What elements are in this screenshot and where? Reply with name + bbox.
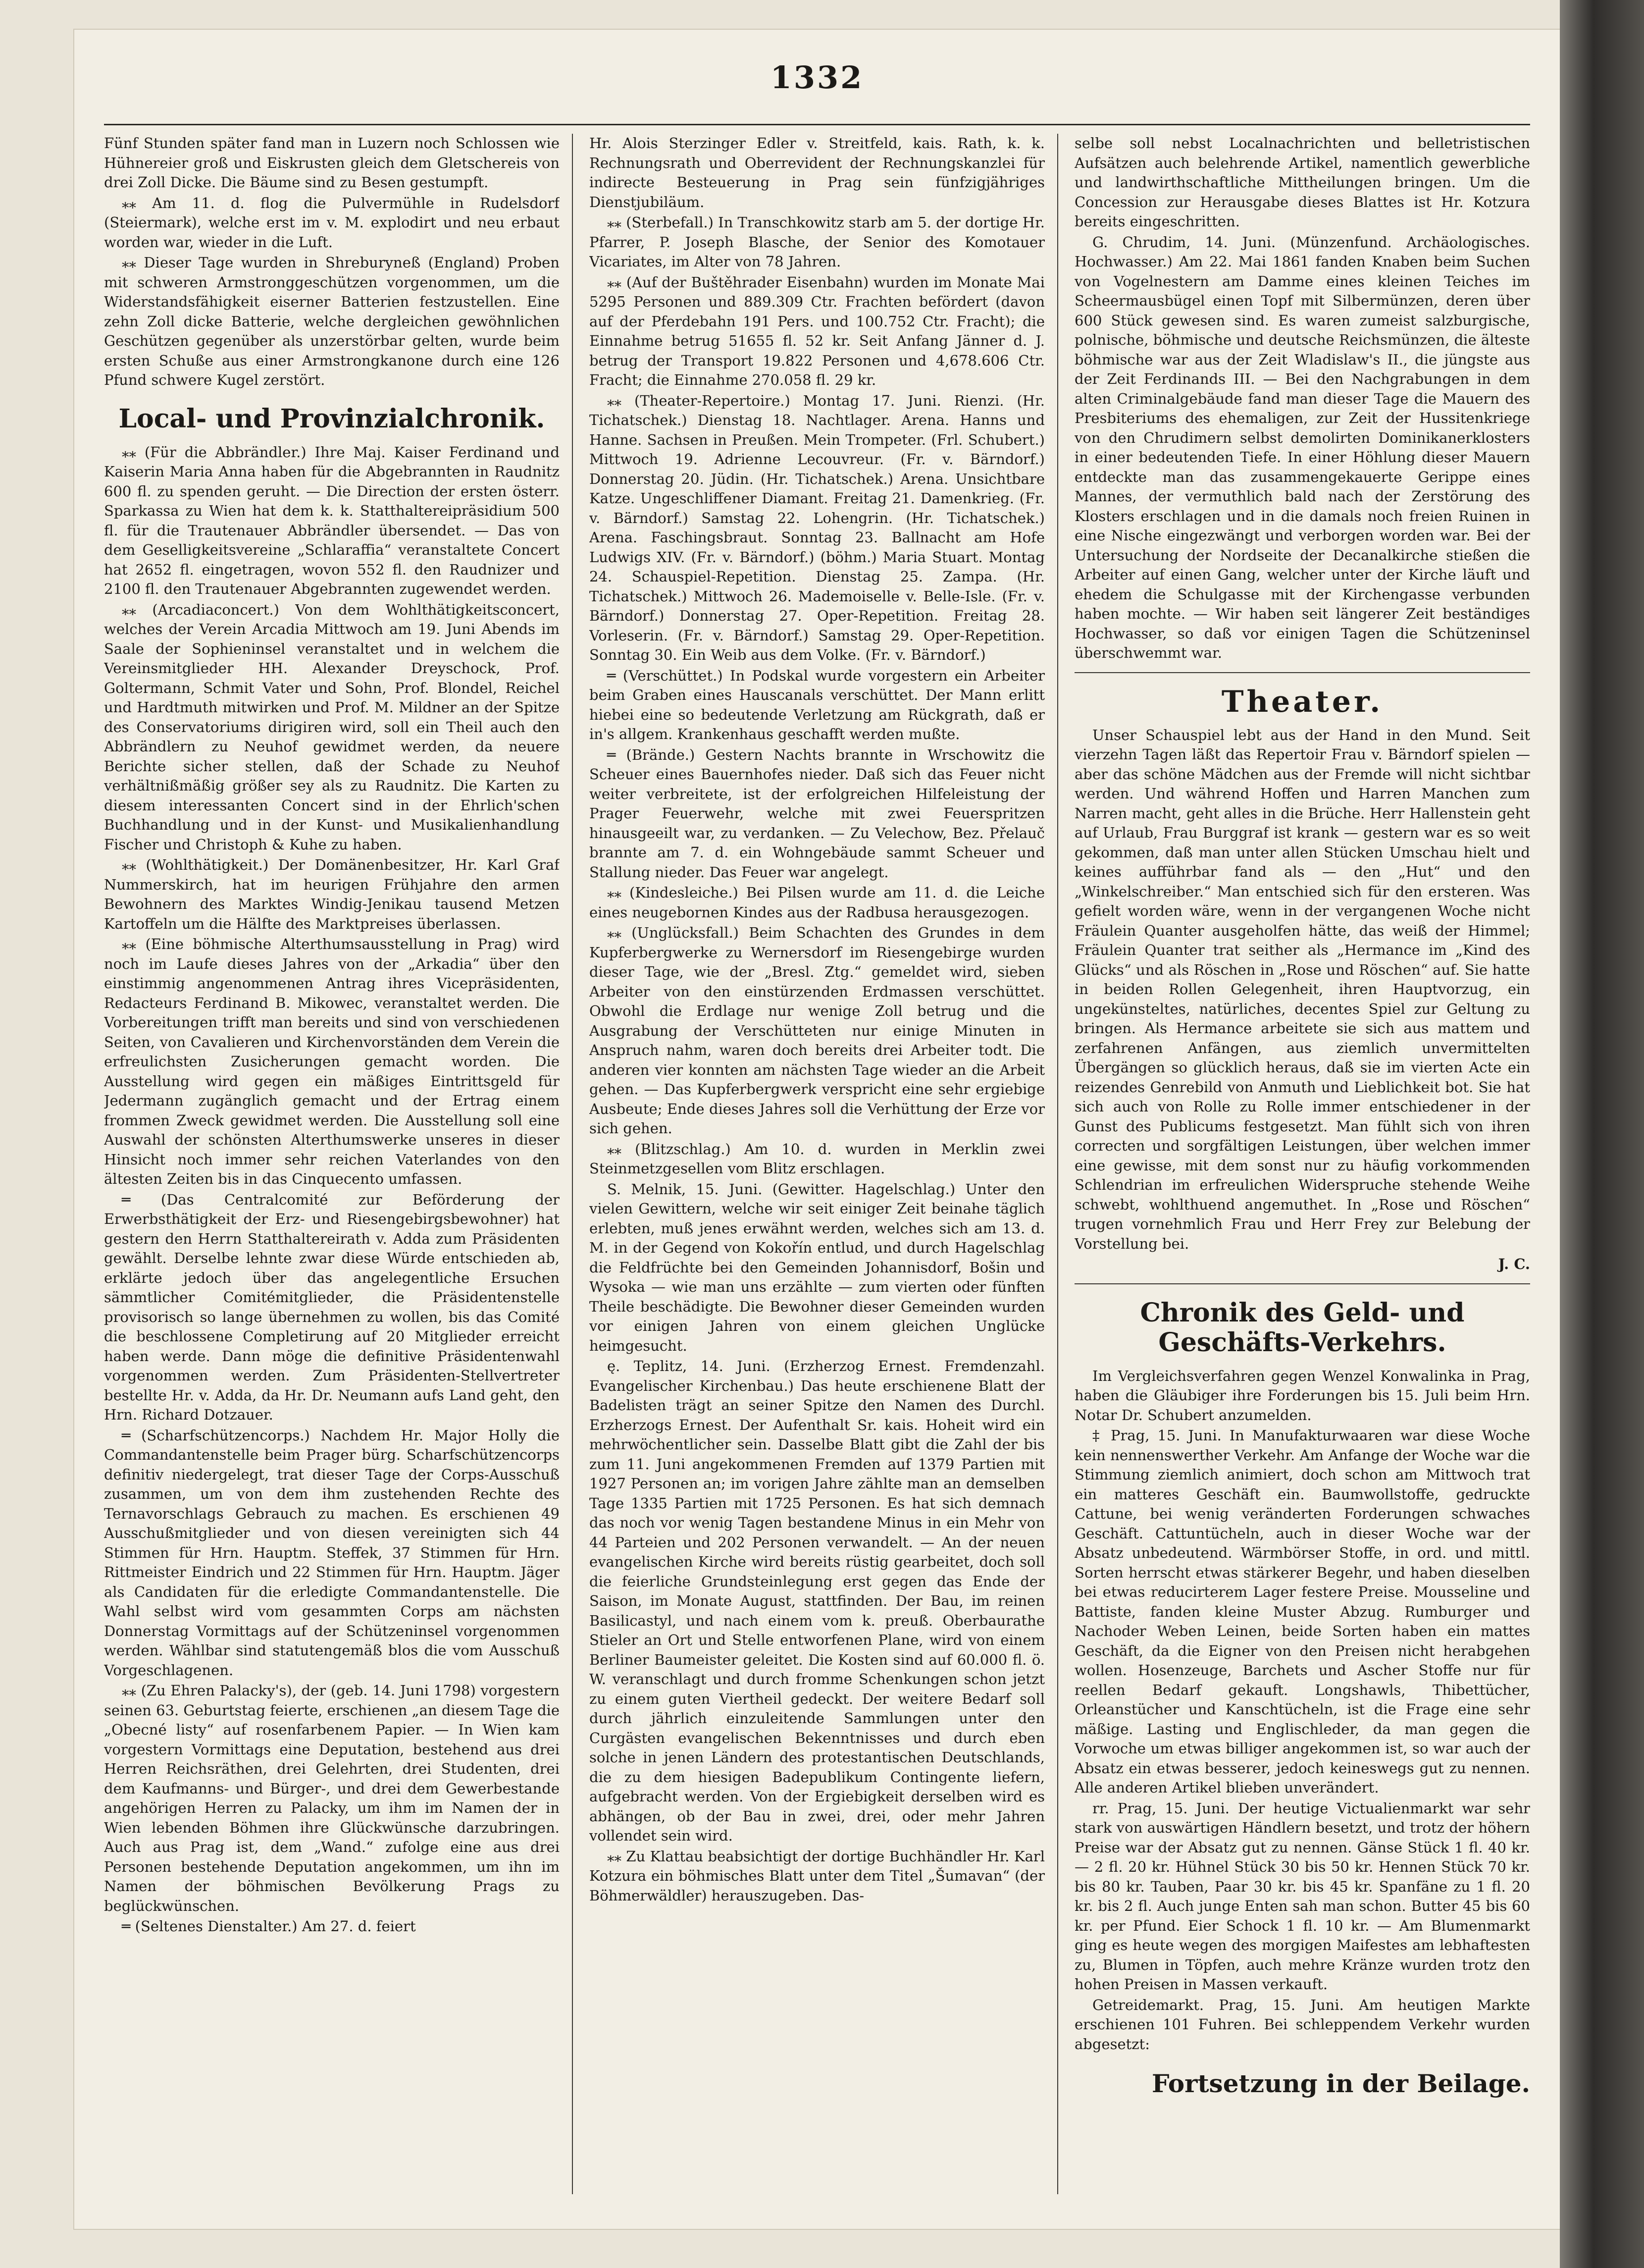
article-paragraph: ═ (Brände.) Gestern Nachts brannte in Wrschowitz die Scheuer eines Bauernhofes nieder. Daß sich das Feuer nicht weiter verbreitete, ist der erfolgreichen Hilfeleistung der Prager Feuerwehr, welche mit zwei Feuerspritzen hinausgeeilt war, zu verdanken. — Zu Velechow, Bez. Přelauč brannte am 7. d. ein Wohngebäude sammt Scheuer und Stallung nieder. Das Feuer war angelegt.: [589, 746, 1045, 881]
article-paragraph: G. Chrudim, 14. Juni. (Münzenfund. Archäologisches. Hochwasser.) Am 22. Mai 1861 fanden Knaben beim Suchen von Vogelnestern am Damme eines kleinen Teiches im Scheermausbügel einen Topf mit Silbermünzen, deren über 600 Stück gewesen sind. Es waren zumeist salzburgische, polnische, böhmische und deutsche Reichsmünzen, die älteste böhmische war aus der Zeit Wladislaw's II., die jüngste aus der Zeit Ferdinands III. — Bei den Nachgrabungen in dem alten Criminalgebäude fand man dieser Tage die Mauern des Presbiteriums des ehemaligen, zur Zeit der Hussitenkriege von den Chrudimern selbst demolirten Dominikanerklosters in einer bedeutenden Tiefe. In einer Höhlung dieser Mauern entdeckte man das zusammengekauerte Gerippe eines Mannes, der vermuthlich bald nach der Zerstörung des Klosters erschlagen und in die damals noch freien Ruinen in eine Nische eingezwängt und verborgen worden war. Bei der Untersuchung der Nordseite der Decanalkirche stießen die Arbeiter auf einen Gang, welcher unter der Kirche läuft und ehedem die Schulgasse mit der Kirchengasse verbunden haben mochte. — Wir haben seit längerer Zeit beständiges Hochwasser, so daß vor einigen Tagen die Schützeninsel überschwemmt war.: [1075, 233, 1530, 661]
section-heading-local: Local- und Provinzialchronik.: [118, 403, 545, 434]
section-heading-chronik: Chronik des Geld- und Geschäfts-Verkehrs.: [1140, 1297, 1465, 1358]
article-paragraph: ⁎⁎ Am 11. d. flog die Pulvermühle in Rudelsdorf (Steiermark), welche erst im v. M. explodirt und neu erbaut worden war, wieder in die Luft.: [104, 194, 560, 251]
article-paragraph: ⁎⁎ (Eine böhmische Alterthumsausstellung in Prag) wird noch im Laufe dieses Jahres von der „Arkadia“ über den einstimmig angenommenen Antrag ihres Vicepräsidenten, Redacteurs Ferdinand B. Mikowec, veranstaltet werden. Die Vorbereitungen trifft man bereits und sind von verschiedenen Seiten, von Cavalieren und Kirchenvorständen dem Verein die erfreulichsten Zusicherungen gemacht worden. Die Ausstellung wird gegen ein mäßiges Eintrittsgeld für Jedermann zugänglich gemacht und der Ertrag einem frommen Zweck gewidmet werden. Die Ausstellung soll eine Auswahl der schönsten Alterthumswerke unseres in dieser Hinsicht noch immer sehr reichen Vaterlandes von den ältesten Zeiten bis in das Cinquecento umfassen.: [104, 936, 560, 1187]
column-1: [104, 134, 560, 2194]
column-divider: [572, 134, 573, 2194]
binding-gutter: [1560, 0, 1644, 2268]
article-paragraph: ‡ Prag, 15. Juni. In Manufakturwaaren war diese Woche kein nennenswerther Verkehr. Am Anfange der Woche war die Stimmung ziemlich animiert, doch schon am Mittwoch trat ein matteres Geschäft ein. Baumwollstoffe, gedruckte Cattune, bei wenig veränderten Forderungen schwaches Geschäft. Cattuntücheln, auch in dieser Woche war der Absatz unbedeutend. Wärmbörser Stoffe, in ord. und mittl. Sorten herrscht etwas stärkerer Begehr, und haben dieselben bei etwas reducirterem Lager festere Preise. Mousseline und Battiste, fanden kleine Muster Abzug. Rumburger und Nachoder Weben Leinen, beide Sorten haben ein mattes Geschäft, da die Eigner von den Preisen nicht herabgehen wollen. Hosenzeuge, Barchets und Ascher Stoffe nur für reellen Bedarf gekauft. Longshawls, Thibettücher, Orleanstücher und Kanschtücheln, ist die Frage eine sehr mäßige. Lasting und Englischleder, da man gegen die Vorwoche um etwas billiger angekommen ist, so war auch der Absatz ein etwas besserer, jedoch keineswegs gut zu nennen. Alle anderen Artikel blieben unverändert.: [1075, 1427, 1530, 1796]
article-paragraph: Hr. Alois Sterzinger Edler v. Streitfeld, kais. Rath, k. k. Rechnungsrath und Oberrevident der Rechnungskanzlei für indirecte Besteuerung in Prag sein fünfzigjähriges Dienstjubiläum.: [589, 135, 1045, 211]
continued-notice: Fortsetzung in der Beilage.: [1152, 2069, 1530, 2098]
article-paragraph: Fünf Stunden später fand man in Luzern noch Schlossen wie Hühnereier groß und Eiskrusten gleich dem Gletschereis von drei Zoll Dicke. Die Bäume sind zu Besen gestumpft.: [104, 135, 560, 191]
article-paragraph: Unser Schauspiel lebt aus der Hand in den Mund. Seit vierzehn Tagen läßt das Repertoir Frau v. Bärndorf spielen — aber das schöne Mädchen aus der Fremde will nicht sichtbar werden. Und während Hoffen und Harren Manchen zum Narren macht, geht alles in die Brüche. Herr Hallenstein geht auf Urlaub, Frau Burggraf ist krank — gestern war es so weit gekommen, daß man unter allen Stücken Umschau hielt und keines aufführbar fand als — den „Hut“ und den „Winkelschreiber.“ Man entschied sich für den ersteren. Was gefielt worden wäre, wenn in der vergangenen Woche nicht Fräulein Quanter ausgeholfen hätte, das weiß der Himmel; Fräulein Quanter trat seither als „Hermance im „Kind des Glücks“ und als Röschen in „Rose und Röschen“ auf. Sie hatte in beiden Rollen Gelegenheit, ihren Hauptvorzug, ein ungekünsteltes, natürliches, decentes Spiel zur Geltung zu bringen. Als Hermance arbeitete sie sich aus mattem und zerfahrenen Anfängen, aus ziemlich unvermittelten Übergängen so glücklich heraus, daß sie im vierten Acte ein reizendes Genrebild von Anmuth und Lieblichkeit bot. Sie hat sich auch von Rolle zu Rolle immer entschiedener in der Gunst des Publicums festgesetzt. Man fühlt sich von ihren correcten und sorgfältigen Leistungen, über welchen immer eine gewisse, mit dem sonst nur zu häufig vorkommenden Schlendrian im erfreulichen Widerspruche stehende Weihe schwebt, wohlthuend angemuthet. In „Rose und Röschen“ trugen vornehmlich Frau und Herr Frey zur Belebung der Vorstellung bei.: [1075, 726, 1530, 1252]
article-paragraph: ⁎⁎ (Blitzschlag.) Am 10. d. wurden in Merklin zwei Steinmetzgesellen vom Blitz erschlagen.: [589, 1140, 1045, 1177]
top-rule: [104, 124, 1530, 125]
article-paragraph: rr. Prag, 15. Juni. Der heutige Victualienmarkt war sehr stark von auswärtigen Händlern besetzt, und trotz der höhern Preise war der Absatz gut zu nennen. Gänse Stück 1 fl. 40 kr. — 2 fl. 20 kr. Hühnel Stück 30 bis 50 kr. Hennen Stück 70 kr. bis 80 kr. Tauben, Paar 30 kr. bis 45 kr. Spanfäne zu 1 fl. 20 kr. bis 2 fl. Auch junge Enten sah man schon. Butter 45 bis 60 kr. per Pfund. Eier Schock 1 fl. 10 kr. — Am Blumenmarkt ging es heute wegen des morgigen Maifestes am lebhaftesten zu, Blumen in Töpfen, auch mehre Kränze wurden trotz den hohen Preisen in Massen verkauft.: [1075, 1799, 1530, 1993]
column-3: [1075, 134, 1530, 2194]
page-number: 1332: [770, 59, 864, 96]
article-paragraph: ⁎⁎ (Kindesleiche.) Bei Pilsen wurde am 11. d. die Leiche eines neugebornen Kindes aus der Radbusa herausgezogen.: [589, 884, 1045, 921]
article-paragraph: ⁎⁎ (Sterbefall.) In Transchkowitz starb am 5. der dortige Hr. Pfarrer, P. Joseph Blasche, der Senior des Komotauer Vicariates, im Alter von 78 Jahren.: [589, 214, 1045, 270]
article-paragraph: ⁎⁎ (Theater-Repertoire.) Montag 17. Juni. Rienzi. (Hr. Tichatschek.) Dienstag 18. Nachtlager. Arena. Hanns und Hanne. Sachsen in Preußen. Mein Trompeter. (Frl. Schubert.) Mittwoch 19. Adrienne Lecouvreur. (Fr. v. Bärndorf.) Donnerstag 20. Jüdin. (Hr. Tichatschek.) Arena. Unsichtbare Katze. Ungeschliffener Diamant. Freitag 21. Damenkrieg. (Fr. v. Bärndorf.) Samstag 22. Lohengrin. (Hr. Tichatschek.) Arena. Faschingsbraut. Sonntag 23. Ballnacht am Hofe Ludwigs XIV. (Fr. v. Bärndorf.) (böhm.) Maria Stuart. Montag 24. Schauspiel-Repetition. Dienstag 25. Zampa. (Hr. Tichatschek.) Mittwoch 26. Mademoiselle v. Belle-Isle. (Fr. v. Bärndorf.) Donnerstag 27. Oper-Repetition. Freitag 28. Vorleserin. (Fr. v. Bärndorf.) Samstag 29. Oper-Repetition. Sonntag 30. Ein Weib aus dem Volke. (Fr. v. Bärndorf.): [589, 392, 1045, 663]
article-paragraph: ═ (Verschüttet.) In Podskal wurde vorgestern ein Arbeiter beim Graben eines Hauscanals verschüttet. Der Mann erlitt hiebei eine so bedeutende Verletzung am Rückgrath, daß er in's allgem. Krankenhaus geschafft werden mußte.: [589, 667, 1045, 742]
article-paragraph: ⁎⁎ Dieser Tage wurden in Shreburyneß (England) Proben mit schweren Armstronggeschützen vorgenommen, um die Widerstandsfähigkeit eiserner Batterien festzustellen. Eine zehn Zoll dicke Batterie, welche dergleichen gewöhnlichen Geschützen gegenüber als unzerstörbar gelten, wurde beim ersten Schuße aus einer Armstrongkanone durch eine 126 Pfund schwere Kugel zerstört.: [104, 254, 560, 388]
article-paragraph: ⁎⁎ (Unglücksfall.) Beim Schachten des Grundes in dem Kupferbergwerke zu Wernersdorf im Riesengebirge wurden dieser Tage, wie der „Bresl. Ztg.“ gemeldet wird, sieben Arbeiter von den einstürzenden Erdmassen verschüttet. Obwohl die Erdlage nur wenige Zoll betrug und die Ausgrabung der Verschütteten nur einige Minuten in Anspruch nahm, waren doch bereits drei Arbeiter todt. Die anderen vier konnten am nächsten Tage wieder an die Arbeit gehen. — Das Kupferbergwerk verspricht eine sehr ergiebige Ausbeute; Ende dieses Jahres soll die Verhüttung der Erze vor sich gehen.: [589, 924, 1045, 1137]
article-paragraph: ═ (Das Centralcomité zur Beförderung der Erwerbsthätigkeit der Erz- und Riesengebirgsbewohner) hat gestern den Herrn Statthaltereirath v. Adda zum Präsidenten gewählt. Derselbe lehnte zwar diese Würde entschieden ab, erklärte jedoch über das angelegentliche Ersuchen sämmtlicher Comitémitglieder, die Präsidentenstelle provisorisch so lange übernehmen zu wollen, bis das Comité die beschlossene Completirung auf 20 Mitglieder erreicht haben werde. Dann möge die definitive Präsidentenwahl vorgenommen werden. Zum Präsidenten-Stellvertreter bestellte Hr. v. Adda, da Hr. Dr. Neumann aufs Land geht, den Hrn. Richard Dotzauer.: [104, 1191, 560, 1423]
article-paragraph: ⁎⁎ Zu Klattau beabsichtigt der dortige Buchhändler Hr. Karl Kotzura ein böhmisches Blatt unter dem Titel „Šumavan“ (der Böhmerwäldler) herauszugeben. Das-: [589, 1847, 1045, 1904]
column-divider: [1057, 134, 1058, 2194]
article-paragraph: Getreidemarkt. Prag, 15. Juni. Am heutigen Markte erschienen 101 Fuhren. Bei schleppendem Verkehr wurden abgesetzt:: [1075, 1996, 1530, 2053]
article-paragraph: selbe soll nebst Localnachrichten und belletristischen Aufsätzen auch belehrende Artikel, namentlich gewerbliche und landwirthschaftliche Mittheilungen bringen. Um die Concession zur Herausgabe dieses Blattes ist Hr. Kotzura bereits eingeschritten.: [1075, 135, 1530, 230]
section-rule: [1075, 1283, 1530, 1284]
section-rule: [1075, 672, 1530, 673]
author-signature: J. C.: [1498, 1256, 1530, 1272]
section-heading-theater: Theater.: [1221, 684, 1384, 719]
article-paragraph: ═ (Seltenes Dienstalter.) Am 27. d. feiert: [122, 1918, 416, 1935]
column-2: [589, 134, 1045, 2194]
article-paragraph: S. Melnik, 15. Juni. (Gewitter. Hagelschlag.) Unter den vielen Gewittern, welche wir seit einiger Zeit beinahe täglich erlebten, muß jenes erwähnt werden, welches sich am 13. d. M. in der Gegend von Kokořín entlud, und durch Hagelschlag die Feldfrüchte bei den Gemeinden Johannisdorf, Bošin und Wysoka — wie man uns erzählte — zum vierten oder fünften Theile beschädigte. Die Bewohner dieser Gemeinden wurden vor einigen Jahren von einem gleichen Unglücke heimgesucht.: [589, 1180, 1045, 1354]
newspaper-page: [74, 30, 1560, 2229]
article-paragraph: ═ (Scharfschützencorps.) Nachdem Hr. Major Holly die Commandantenstelle beim Prager bürg. Scharfschützencorps definitiv niedergelegt, trat dieser Tage der Corps-Ausschuß zusammen, um von dem ihm zustehenden Rechte des Ternavorschlags Gebrauch zu machen. Es erschienen 49 Ausschußmitglieder und von diesen vereinigten sich 44 Stimmen für Hrn. Hauptm. Steffek, 37 Stimmen für Hrn. Rittmeister Eindrich und 22 Stimmen für Hrn. Hauptm. Jäger als Candidaten für die erledigte Commandantenstelle. Die Wahl selbst wird vom gesammten Corps am nächsten Donnerstag Vormittags auf der Schützeninsel vorgenommen werden. Wählbar sind statutengemäß blos die vom Ausschuß Vorgeschlagenen.: [104, 1426, 560, 1679]
article-paragraph: ⁎⁎ (Zu Ehren Palacky's), der (geb. 14. Juni 1798) vorgestern seinen 63. Geburtstag feierte, erschienen „an diesem Tage die „Obecné listy“ auf rosenfarbenem Papier. — In Wien kam vorgestern Vormittags eine Deputation, bestehend aus drei Herren Reichsräthen, drei Gelehrten, drei Studenten, drei dem Kaufmanns- und Bürger-, und drei dem Gewerbestande angehörigen Herren zu Palacky, um ihm im Namen der in Wien lebenden Böhmen ihre Glückwünsche darzubringen. Auch aus Prag ist, dem „Wand.“ zufolge eine aus drei Personen bestehende Deputation angekommen, um ihn im Namen der böhmischen Bevölkerung Prags zu beglückwünschen.: [104, 1682, 560, 1914]
article-paragraph: ⁎⁎ (Arcadiaconcert.) Von dem Wohlthätigkeitsconcert, welches der Verein Arcadia Mittwoch am 19. Juni Abends im Saale der Sophieninsel veranstaltet und in welchem die Vereinsmitglieder HH. Alexander Dreyschock, Prof. Goltermann, Schmit Vater und Sohn, Prof. Blondel, Reichel und Hardtmuth mitwirken und Prof. M. Mildner an der Spitze des Conservatoriums dirigiren wird, soll ein Theil auch den Abbrändlern zu Neuhof gewidmet werden, da neuere Berichte sicher stellen, daß der Schade zu Neuhof verhältnißmäßig größer sey als zu Raudnitz. Die Karten zu diesem interessanten Concert sind in der Ehrlich'schen Buchhandlung und in der Kunst- und Musikalienhandlung Fischer und Christoph & Kuhe zu haben.: [104, 601, 560, 853]
article-paragraph: ę. Teplitz, 14. Juni. (Erzherzog Ernest. Fremdenzahl. Evangelischer Kirchenbau.) Das heute erschienene Blatt der Badelisten trägt an seiner Spitze den Namen des Durchl. Erzherzogs Ernest. Der Aufenthalt Sr. kais. Hoheit wird ein mehrwöchentlicher sein. Dasselbe Blatt gibt die Zahl der bis zum 11. Juni angekommenen Fremden auf 1379 Partien mit 1927 Personen an; im vorigen Jahre zählte man an demselben Tage 1335 Partien mit 1725 Personen. Es hat sich demnach das noch vor wenig Tagen bestandene Minus in ein Mehr von 44 Parteien und 202 Personen verwandelt. — An der neuen evangelischen Kirche wird bereits rüstig gearbeitet, doch soll die feierliche Grundsteinlegung erst gegen das Ende der Saison, im Monate August, stattfinden. Der Bau, im reinen Basilicastyl, und nach einem vom k. preuß. Oberbaurathe Stieler an Ort und Stelle entworfenen Plane, wird von einem Berliner Baumeister geleitet. Die Kosten sind auf 60.000 fl. ö. W. veranschlagt und durch fromme Schenkungen schon jetzt zu einem guten Viertheil gedeckt. Der weitere Bedarf soll durch jährlich einzuleitende Sammlungen unter den Curgästen evangelischen Bekenntnisses und durch eben solche in jenen Ländern des protestantischen Deutschlands, die zu dem hiesigen Badepublikum Contingente liefern, aufgebracht werden. Von der Ergiebigkeit derselben wird es abhängen, ob der Bau in zwei, drei, oder mehr Jahren vollendet sein wird.: [589, 1358, 1045, 1844]
article-paragraph: ⁎⁎ (Wohlthätigkeit.) Der Domänenbesitzer, Hr. Karl Graf Nummerskirch, hat im heurigen Frühjahre den armen Bewohnern des Marktes Windig-Jenikau tausend Metzen Kartoffeln um die Hälfte des Marktpreises überlassen.: [104, 856, 560, 932]
article-paragraph: ⁎⁎ (Auf der Buštěhrader Eisenbahn) wurden im Monate Mai 5295 Personen und 889.309 Ctr. Frachten befördert (davon auf der Pferdebahn 191 Pers. und 100.752 Ctr. Fracht); die Einnahme betrug 51655 fl. 52 kr. Seit Anfang Jänner d. J. betrug der Transport 19.822 Personen und 4,678.606 Ctr. Fracht; die Einnahme 270.058 fl. 29 kr.: [589, 273, 1045, 388]
article-paragraph: Im Vergleichsverfahren gegen Wenzel Konwalinka in Prag, haben die Gläubiger ihre Forderungen bis 15. Juli beim Hrn. Notar Dr. Schubert anzumelden.: [1075, 1367, 1530, 1424]
article-paragraph: ⁎⁎ (Für die Abbrändler.) Ihre Maj. Kaiser Ferdinand und Kaiserin Maria Anna haben für die Abgebrannten in Raudnitz 600 fl. zu spenden geruht. — Die Direction der ersten österr. Sparkassa zu Wien hat dem k. k. Statthaltereipräsidium 500 fl. für die Trautenauer Abbrändler übersendet. — Das von dem Geselligkeitsvereine „Schlaraffia“ veranstaltete Concert hat 2652 fl. eingetragen, wovon 552 fl. den Raudnizer und 2100 fl. den Trautenauer Abgebrannten zugewendet werden.: [104, 443, 560, 597]
